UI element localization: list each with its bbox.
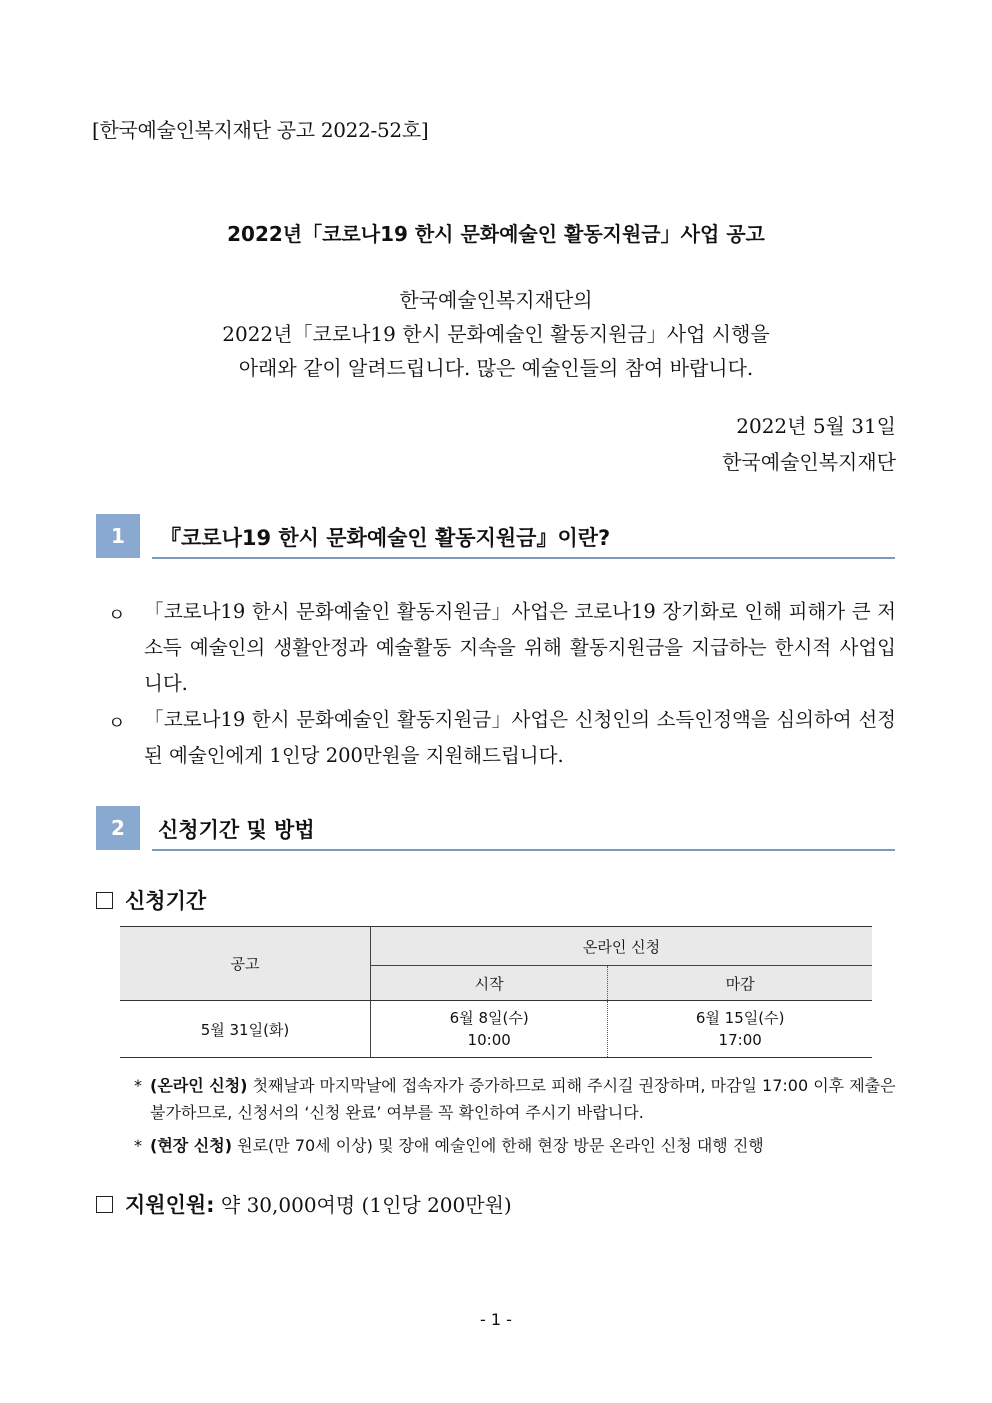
bullet-mark-1: ㅇ — [108, 605, 126, 626]
section-1-bullet-1: 「코로나19 한시 문화예술인 활동지원금」사업은 코로나19 장기화로 인해 피해가 큰 저소득 예술인의 생활안정과 예술활동 지속을 위해 활동지원금을 지급하는 한시적 사업입니다. — [144, 600, 896, 695]
document-title: 2022년「코로나19 한시 문화예술인 활동지원금」사업 공고 — [227, 222, 765, 246]
section-2-number: 2 — [96, 806, 140, 850]
header-notice: 공고 — [120, 927, 371, 1001]
note-online-label: (온라인 신청) — [150, 1076, 248, 1095]
header-end: 마감 — [608, 966, 872, 1001]
note-online-text: 첫째날과 마지막날에 접속자가 증가하므로 피해 주시길 권장하며, 마감일 17:00 이후 제출은 불가하므로, 신청서의 ‘신청 완료’ 여부를 꼭 확인하여 주시기 바랍니다. — [150, 1076, 896, 1122]
checkbox-square-icon — [96, 892, 113, 909]
intro-line-3: 아래와 같이 알려드립니다. 많은 예술인들의 참여 바랍니다. — [238, 356, 754, 380]
period-heading-text: 신청기간 — [125, 889, 207, 913]
application-period-table — [120, 926, 872, 1058]
recipients-value: 약 30,000여명 (1인당 200만원) — [214, 1193, 512, 1217]
note-mark-2: * — [134, 1136, 142, 1155]
end-date: 6월 15일(수) — [695, 1009, 785, 1027]
page-number: - 1 - — [480, 1310, 512, 1329]
notice-number: [한국예술인복지재단 공고 2022-52호] — [92, 118, 429, 142]
start-date: 6월 8일(수) — [449, 1009, 529, 1027]
intro-line-2: 2022년「코로나19 한시 문화예술인 활동지원금」사업 시행을 — [222, 322, 770, 346]
note-onsite-label: (현장 신청) — [150, 1136, 233, 1155]
section-1-number: 1 — [96, 514, 140, 558]
note-online — [150, 1072, 898, 1126]
note-mark-1: * — [134, 1076, 142, 1095]
intro-line-1: 한국예술인복지재단의 — [399, 288, 593, 312]
cell-notice-date: 5월 31일(화) — [120, 1001, 371, 1058]
announcement-date: 2022년 5월 31일 — [736, 414, 896, 438]
header-online: 온라인 신청 — [371, 927, 873, 966]
note-onsite-text: 원로(만 70세 이상) 및 장애 예술인에 한해 현장 방문 온라인 신청 대행 진행 — [232, 1136, 764, 1155]
section-1-bullet-2: 「코로나19 한시 문화예술인 활동지원금」사업은 신청인의 소득인정액을 심의하여 선정된 예술인에게 1인당 200만원을 지원해드립니다. — [144, 708, 896, 767]
header-start: 시작 — [371, 966, 608, 1001]
end-time: 17:00 — [718, 1031, 762, 1049]
note-onsite — [150, 1132, 898, 1159]
recipients-label: 지원인원: — [125, 1193, 215, 1217]
bullet-mark-2: ㅇ — [108, 713, 126, 734]
section-2-title: 신청기간 및 방법 — [158, 818, 315, 842]
cell-end — [608, 1001, 872, 1058]
section-1-title: 『코로나19 한시 문화예술인 활동지원금』이란? — [160, 526, 611, 550]
checkbox-square-icon — [96, 1196, 113, 1213]
section-2-underline — [152, 849, 895, 851]
period-heading — [96, 885, 206, 915]
recipients-heading — [96, 1189, 512, 1219]
cell-start — [371, 1001, 608, 1058]
organization-name: 한국예술인복지재단 — [722, 450, 896, 474]
start-time: 10:00 — [467, 1031, 511, 1049]
section-1-underline — [152, 557, 895, 559]
